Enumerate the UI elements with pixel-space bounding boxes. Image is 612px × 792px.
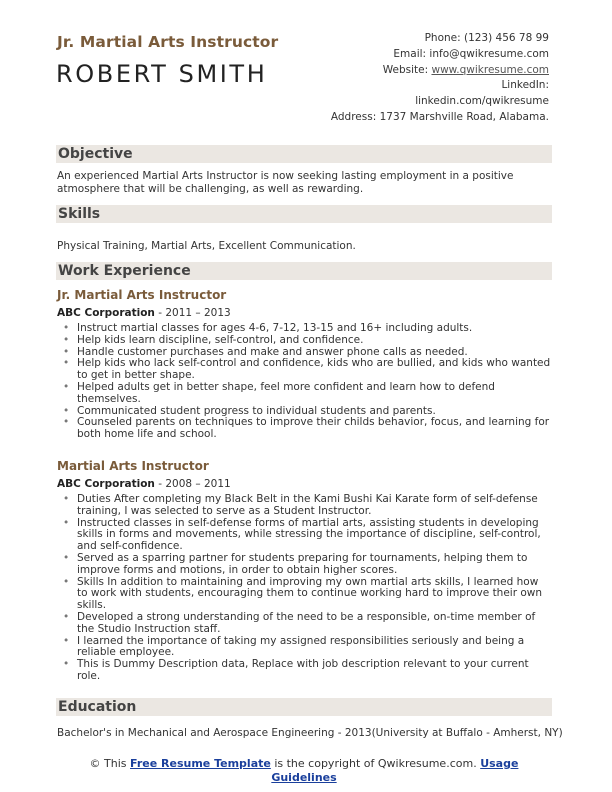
contact-linkedin-label: LinkedIn:	[501, 79, 549, 92]
contact-email: Email: info@qwikresume.com	[393, 47, 549, 60]
skills-section-header	[56, 205, 552, 223]
job-1-title: Jr. Martial Arts Instructor	[57, 288, 227, 302]
job-1-company: ABC Corporation	[57, 307, 155, 319]
skills-heading: Skills	[58, 206, 101, 222]
website-link[interactable]: www.qwikresume.com	[431, 63, 549, 76]
list-item: • Developed a strong understanding of the need to be a responsible, on-time member of the Studio Instruction staff.	[62, 612, 552, 636]
list-item: • This is Dummy Description data, Replace with job description relevant to your current role.	[62, 659, 552, 683]
list-item: • Skills In addition to maintaining and improving my own martial arts skills, I learned how to work with students, encouraging them to continue working hard to improve their own skills.	[62, 577, 552, 612]
list-item: • Help kids learn discipline, self-control, and confidence.	[62, 335, 552, 347]
list-item: • Communicated student progress to individual students and parents.	[62, 406, 552, 418]
skills-text: Physical Training, Martial Arts, Excellent Communication.	[57, 240, 356, 252]
job-1-duties	[62, 323, 552, 441]
list-item: • Instruct martial classes for ages 4-6, 7-12, 13-15 and 16+ including adults.	[62, 323, 552, 335]
contact-website-label: Website:	[382, 63, 432, 76]
objective-heading: Objective	[58, 146, 133, 162]
list-item: • Helped adults get in better shape, feel more confident and learn how to defend themselves.	[62, 382, 552, 406]
contact-website	[309, 63, 549, 79]
list-item: • Counseled parents on techniques to improve their childs behavior, focus, and learning for both home life and school.	[62, 417, 552, 441]
experience-heading: Work Experience	[58, 263, 191, 279]
contact-address: Address: 1737 Marshville Road, Alabama.	[330, 110, 549, 123]
experience-section-header	[56, 262, 552, 280]
job-1-company-line	[57, 307, 231, 319]
list-item: • Handle customer purchases and make and answer phone calls as needed.	[62, 347, 552, 359]
footer-middle: is the copyright of Qwikresume.com.	[270, 757, 481, 770]
objective-section-header	[56, 145, 552, 163]
list-item: • I learned the importance of taking my assigned responsibilities seriously and being a reliable employee.	[62, 636, 552, 660]
job-2-company-line	[57, 478, 231, 490]
list-item: • Instructed classes in self-defense forms of martial arts, assisting students in developing skills in forms and movements, while stressing the importance of discipline, self-control, and self-confidence.	[62, 518, 552, 553]
job-2-duties	[62, 494, 552, 683]
objective-text: An experienced Martial Arts Instructor is now seeking lasting employment in a positive atmosphere that will be challenging, as well as rewarding.	[57, 170, 514, 195]
list-item: • Help kids who lack self-control and confidence, kids who are bullied, and kids who wanted to get in better shape.	[62, 358, 552, 382]
contact-block	[309, 31, 549, 126]
usage-guidelines-link[interactable]: Usage Guidelines	[271, 757, 519, 784]
education-text: Bachelor's in Mechanical and Aerospace Engineering - 2013(University at Buffalo - Amherst, NY)	[57, 727, 563, 739]
footer-prefix: © This	[89, 757, 131, 770]
candidate-name: ROBERT SMITH	[56, 60, 268, 88]
job-1-dates: - 2011 – 2013	[154, 307, 231, 319]
job-2-company: ABC Corporation	[57, 478, 155, 490]
footer	[57, 757, 551, 785]
list-item: • Served as a sparring partner for students preparing for tournaments, helping them to improve forms and motions, in order to obtain higher scores.	[62, 553, 552, 577]
contact-linkedin-url: linkedin.com/qwikresume	[415, 95, 549, 108]
free-resume-template-link[interactable]: Free Resume Template	[130, 757, 271, 770]
list-item: • Duties After completing my Black Belt in the Kami Bushi Kai Karate form of self-defense training, I was selected to serve as a Student Instructor.	[62, 494, 552, 518]
job-2-title: Martial Arts Instructor	[57, 459, 209, 473]
job-title: Jr. Martial Arts Instructor	[57, 33, 279, 51]
education-heading: Education	[58, 699, 137, 715]
contact-phone: Phone: (123) 456 78 99	[424, 32, 549, 44]
job-2-dates: - 2008 – 2011	[154, 478, 231, 490]
education-section-header	[56, 698, 552, 716]
